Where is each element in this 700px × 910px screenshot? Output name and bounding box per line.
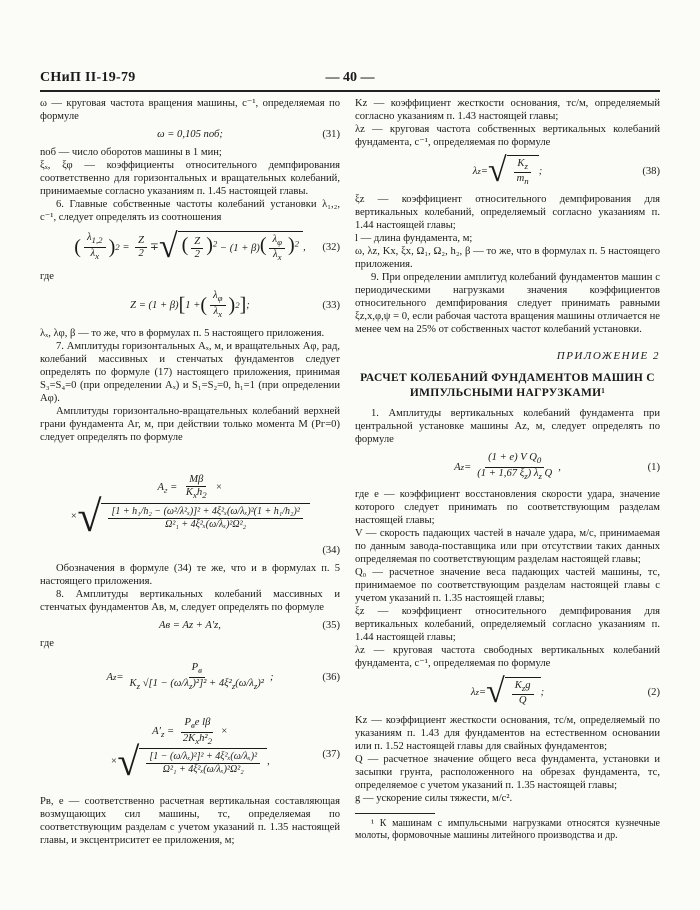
formula-34-number: (34) <box>322 545 340 556</box>
formula-36: A z = $\frac{P_в}{K_z √[1 - (\omega/\lambda_z)^2]^2 + 4\xi^2_z(\omega/\lambda_z)^2}$ ; (36) <box>106 662 340 691</box>
formula-38: λ z = √ $\frac{K_z}{m_п}$ ; (38) <box>472 152 660 189</box>
formula-34: $A_г$ = $\frac{M\beta}{K_xh_2}$ × × √ $\frac{\text{[1 + h₁/h₂ − (ω²/λ²ₓ)]² + 4ξ²ₓ(ω/λₓ)²(1 + h₁/h₂)²}}{\text{Ω²₁ + 4ξ²ₓ(ω/λₓ)²Ω²₂}}$ (34) <box>70 474 340 556</box>
page-number: — 40 — <box>325 70 375 85</box>
formula-35 <box>40 619 340 632</box>
designations-note: Обозначения в формуле (34) те же, что и в формулах п. 5 настоящего приложения. <box>40 563 340 587</box>
where-label-2: где <box>40 638 54 649</box>
formula-31-body: ω = 0,105 nоб; <box>157 129 223 140</box>
formula-1: A z = $\frac{(1 + e) V Q_0}{(1 + 1,67 \xi_z) \lambda_z Q}$ , (1) <box>454 452 660 481</box>
paragraph-6: 6. Главные собственные частоты колебаний установки λ₁,₂, с⁻¹, следует определять из соотношения <box>40 199 340 223</box>
formula-32-number: (32) <box>322 241 340 253</box>
l-definition: l — длина фундамента, м; <box>355 233 473 244</box>
q-definition: Q — расчетное значение общего веса фундамента, установки и засыпки грунта, расположенного на обрезах фундамента, тс, определяемое с учетом указаний п. 1.35 настоящей главы; <box>355 754 660 791</box>
paragraph-8: 8. Амплитуды вертикальных колебаний массивных и стенчатых фундаментов Aв, м, следует определять по формуле <box>40 589 340 613</box>
footnote: ¹ К машинам с импульсными нагрузками относятся кузнечные молоты, формовочные машины литейного производства и др. <box>355 818 660 841</box>
left-column <box>40 97 340 847</box>
same-as-note: ω, λz, Kx, ξx, Ω₁, Ω₂, h₂, β — то же, что в формулах п. 5 настоящего приложения. <box>355 246 660 270</box>
xi-z-definition-2: ξz — коэффициент относительного демпфирования для вертикальных колебаний, определяемый согласно указаниям п. 1.44 настоящей главы; <box>355 606 660 643</box>
omega-definition: ω — круговая частота вращения машины, с⁻¹, определяемая по формуле <box>40 98 340 122</box>
formula-37-number: (37) <box>322 749 340 760</box>
formula-33: Z = (1 + β) [ 1 + ( $\frac{\lambda_\varphi}{\lambda_x}$ ) 2 ] ; (33) <box>130 290 340 319</box>
nob-definition: nоб — число оборотов машины в 1 мин; <box>40 147 222 158</box>
lambda-z-definition: λz — круговая частота собственных вертикальных колебаний фундамента, с⁻¹, определяемая по формуле <box>355 124 660 148</box>
formula-31 <box>40 128 340 141</box>
pv-definition: Pв, e — соответственно расчетная вертикальная составляющая возмущающих сил машины, тс, определяемая по соответствующим разделам с учетом указаний п. 1.35 настоящей главы, и эксцентриситет ее приложения, м; <box>40 796 340 846</box>
paragraph-1: 1. Амплитуды вертикальных колебаний фундамента при центральной установке машины Az, м, следует определять по формуле <box>355 408 660 445</box>
q0-definition: Q₀ — расчетное значение веса падающих частей машины, тс, принимаемое по соответствующим разделам настоящей главы с учетом указаний п. 1.35 настоящей главы; <box>355 567 660 604</box>
formula-31-number: (31) <box>322 129 340 140</box>
v-definition: V — скорость падающих частей в начале удара, м/с, принимаемая по данным завода-поставщика или при отсутствии таких данных определяемая по соответствующим разделам настоящей главы; <box>355 528 660 565</box>
section-title: РАСЧЕТ КОЛЕБАНИЙ ФУНДАМЕНТОВ МАШИН С ИМПУЛЬСНЫМИ НАГРУЗКАМИ¹ <box>360 372 655 399</box>
appendix-label: ПРИЛОЖЕНИЕ 2 <box>556 350 660 362</box>
header-rule <box>40 90 660 92</box>
g-definition: g — ускорение силы тяжести, м/с². <box>355 793 513 804</box>
formula-35-number: (35) <box>322 620 340 631</box>
footnote-rule <box>355 813 435 814</box>
kz-definition: Kz — коэффициент жесткости основания, тс/м, определяемый согласно указаниям п. 1.43 настоящей главы; <box>355 98 660 122</box>
xi-z-definition: ξz — коэффициент относительного демпфирования для вертикальных колебаний, определяемый согласно указаниям п. 1.44 настоящей главы; <box>355 194 660 231</box>
formula-38-number: (38) <box>642 165 660 177</box>
formula-2: λ z = √ $\frac{K_zg}{Q}$ ; (2) <box>470 673 660 710</box>
paragraph-9: 9. При определении амплитуд колебаний фундаментов машин с периодическими нагрузками значения коэффициентов относительного демпфирования следует принимать равными ξz,x,φ,ψ = 0, если рабочая частота вращения машины отличается не менее чем на 25% от собственных частот колебаний установки. <box>355 272 660 335</box>
lambda-z-definition-2: λz — круговая частота свободных вертикальных колебаний фундамента, с⁻¹, определяемая по формуле <box>355 645 660 669</box>
right-column <box>355 97 660 842</box>
formula-36-number: (36) <box>322 671 340 683</box>
paragraph-7: 7. Амплитуды горизонтальных Aₓ, м, и вращательных Aφ, рад, колебаний массивных и стенчатых фундаментов следует определять по формуле (17) настоящего приложения, принимая S₃=S₄=0 (при определении Aₓ) и S₁=S₂=0, h₁=1 (при определении Aφ). <box>40 341 340 404</box>
document-code: СНиП II-19-79 <box>40 70 136 85</box>
formula-1-number: (1) <box>647 461 660 473</box>
horizontal-rotational-amplitude: Амплитуды горизонтально-вращательных колебаний верхней грани фундамента Aг, м, при действии только момента M (Pг=0) следует определять по формуле <box>40 406 340 443</box>
formula-35-body: Aв = Az + A′z, <box>159 620 221 631</box>
formula-32: ( $\frac{\lambda_{1,2}}{\lambda_x}$ ) 2 = $\frac{Z}{2}$ ∓ √ ( $\frac{Z}{2}$ )$^2$ − (1 + β)( $\frac{\lambda_\varphi}{\lambda_x}$ )$^2$ , (32) <box>74 228 340 265</box>
lambda-same-note: λₓ, λφ, β — то же, что в формулах п. 5 настоящего приложения. <box>40 328 325 339</box>
kz-definition-2: Kz — коэффициент жесткости основания, тс/м, определяемый по указаниям п. 1.43 для фундаментов на естественном основании или п. 1.52 настоящей главы для свайных фундаментов; <box>355 715 660 752</box>
e-definition: где e — коэффициент восстановления скорости удара, значение которого следует принимать по соответствующим разделам настоящей главы; <box>355 489 660 526</box>
formula-37: $A'_z$ = $\frac{P_вe l\beta}{2K_xh^2_2}$ × × √ $\frac{\text{[1 − (ω/λₓ)²]² + 4ξ²ₓ(ω/λₓ)²}}{\text{Ω²₁ + 4ξ²ₓ(ω/λₓ)²Ω²₂}}$ , (37) <box>110 717 340 784</box>
xi-definition: ξₓ, ξφ — коэффициенты относительного демпфирования соответственно для горизонтальных и вращательных колебаний, принимаемые согласно указаниям п. 1.45 настоящей главы. <box>40 160 340 197</box>
formula-33-number: (33) <box>322 299 340 311</box>
where-label-1: где <box>40 271 54 282</box>
formula-2-number: (2) <box>647 686 660 698</box>
